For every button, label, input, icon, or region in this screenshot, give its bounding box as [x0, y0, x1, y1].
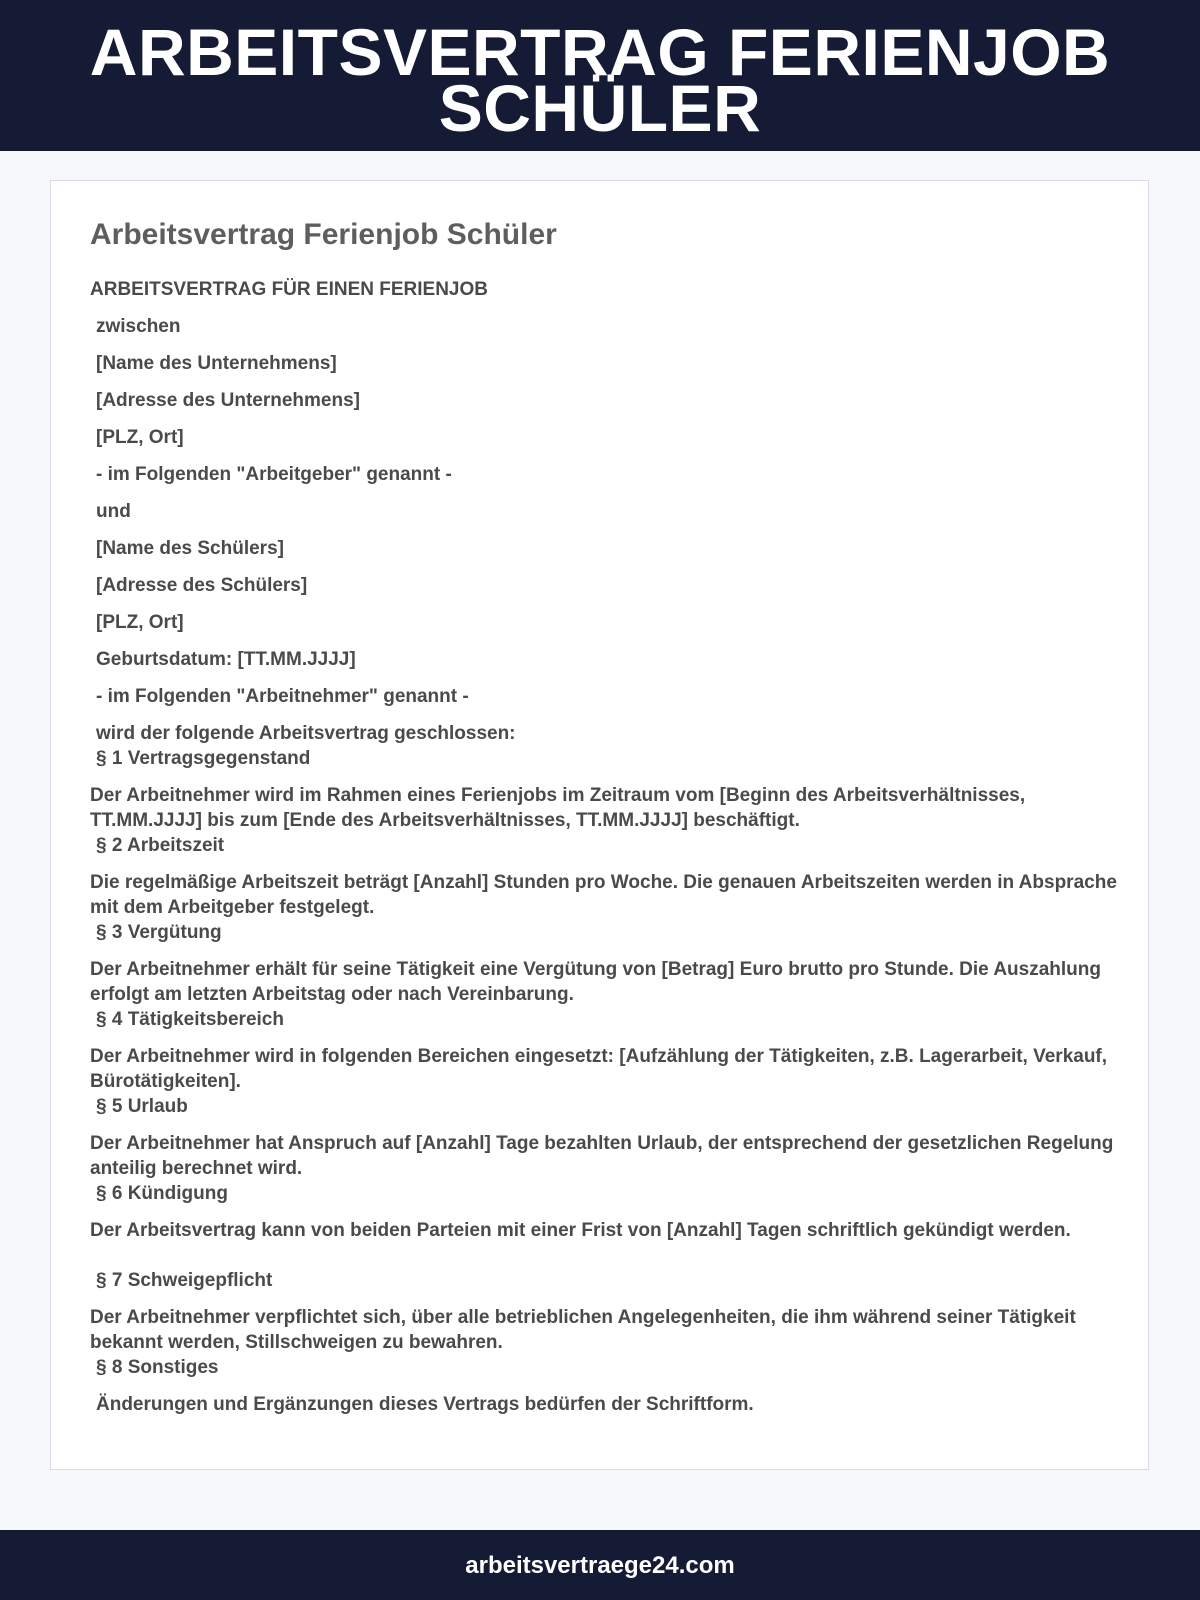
page-title-line-1: ARBEITSVERTRAG FERIENJOB	[89, 15, 1111, 89]
section-heading: § 2 Arbeitszeit	[96, 835, 225, 856]
party-line: Geburtsdatum: [TT.MM.JJJJ]	[96, 649, 356, 670]
party-line: [Name des Schülers]	[96, 538, 284, 559]
section-text: Der Arbeitnehmer wird im Rahmen eines Ferienjobs im Zeitraum vom [Beginn des Arbeitsverhältnisses, TT.MM.JJJJ] bis zum [Ende des Arbeitsverhältnisses, TT.MM.JJJJ] beschäftigt.	[90, 785, 1026, 831]
page-title-line-2: SCHÜLER	[438, 71, 762, 145]
section-heading: § 1 Vertragsgegenstand	[96, 748, 311, 769]
section-text: Der Arbeitsvertrag kann von beiden Parteien mit einer Frist von [Anzahl] Tagen schriftlich gekündigt werden.	[90, 1220, 1071, 1241]
party-line: [Adresse des Unternehmens]	[96, 390, 360, 411]
contract-card	[50, 180, 1149, 1470]
party-line: - im Folgenden "Arbeitnehmer" genannt -	[96, 686, 469, 707]
page-footer	[0, 1530, 1200, 1600]
party-line: [Name des Unternehmens]	[96, 353, 337, 374]
party-line: [PLZ, Ort]	[96, 427, 184, 448]
section-heading: § 5 Urlaub	[96, 1096, 188, 1117]
party-line: - im Folgenden "Arbeitgeber" genannt -	[96, 464, 452, 485]
section-text: Der Arbeitnehmer erhält für seine Tätigkeit eine Vergütung von [Betrag] Euro brutto pro Stunde. Die Auszahlung erfolgt am letzten Arbeitstag oder nach Vereinbarung.	[90, 959, 1101, 1005]
section-text: Die regelmäßige Arbeitszeit beträgt [Anzahl] Stunden pro Woche. Die genauen Arbeitszeiten werden in Absprache mit dem Arbeitgeber festgelegt.	[90, 872, 1117, 918]
section-heading: § 8 Sonstiges	[96, 1357, 219, 1378]
page-title	[0, 0, 1200, 145]
party-line: [Adresse des Schülers]	[96, 575, 308, 596]
footer-site-link[interactable]: arbeitsvertraege24.com	[465, 1552, 735, 1579]
document-title: Arbeitsvertrag Ferienjob Schüler	[90, 218, 557, 251]
section-heading: § 3 Vergütung	[96, 922, 222, 943]
party-line: [PLZ, Ort]	[96, 612, 184, 633]
party-line: zwischen	[96, 316, 181, 337]
section-heading: § 7 Schweigepflicht	[96, 1270, 273, 1291]
section-heading: § 4 Tätigkeitsbereich	[96, 1009, 284, 1030]
party-line: und	[96, 501, 131, 522]
party-line: wird der folgende Arbeitsvertrag geschlossen:	[96, 723, 516, 744]
section-text: Der Arbeitnehmer hat Anspruch auf [Anzahl] Tage bezahlten Urlaub, der entsprechend der gesetzlichen Regelung anteilig berechnet wird.	[90, 1133, 1114, 1179]
contract-heading: ARBEITSVERTRAG FÜR EINEN FERIENJOB	[90, 279, 488, 300]
section-text: Änderungen und Ergänzungen dieses Vertrags bedürfen der Schriftform.	[96, 1394, 754, 1415]
page-header	[0, 0, 1200, 151]
section-text: Der Arbeitnehmer wird in folgenden Bereichen eingesetzt: [Aufzählung der Tätigkeiten, z.B. Lagerarbeit, Verkauf, Bürotätigkeiten].	[90, 1046, 1108, 1092]
section-text: Der Arbeitnehmer verpflichtet sich, über alle betrieblichen Angelegenheiten, die ihm während seiner Tätigkeit bekannt werden, Stillschweigen zu bewahren.	[90, 1307, 1076, 1353]
section-heading: § 6 Kündigung	[96, 1183, 228, 1204]
